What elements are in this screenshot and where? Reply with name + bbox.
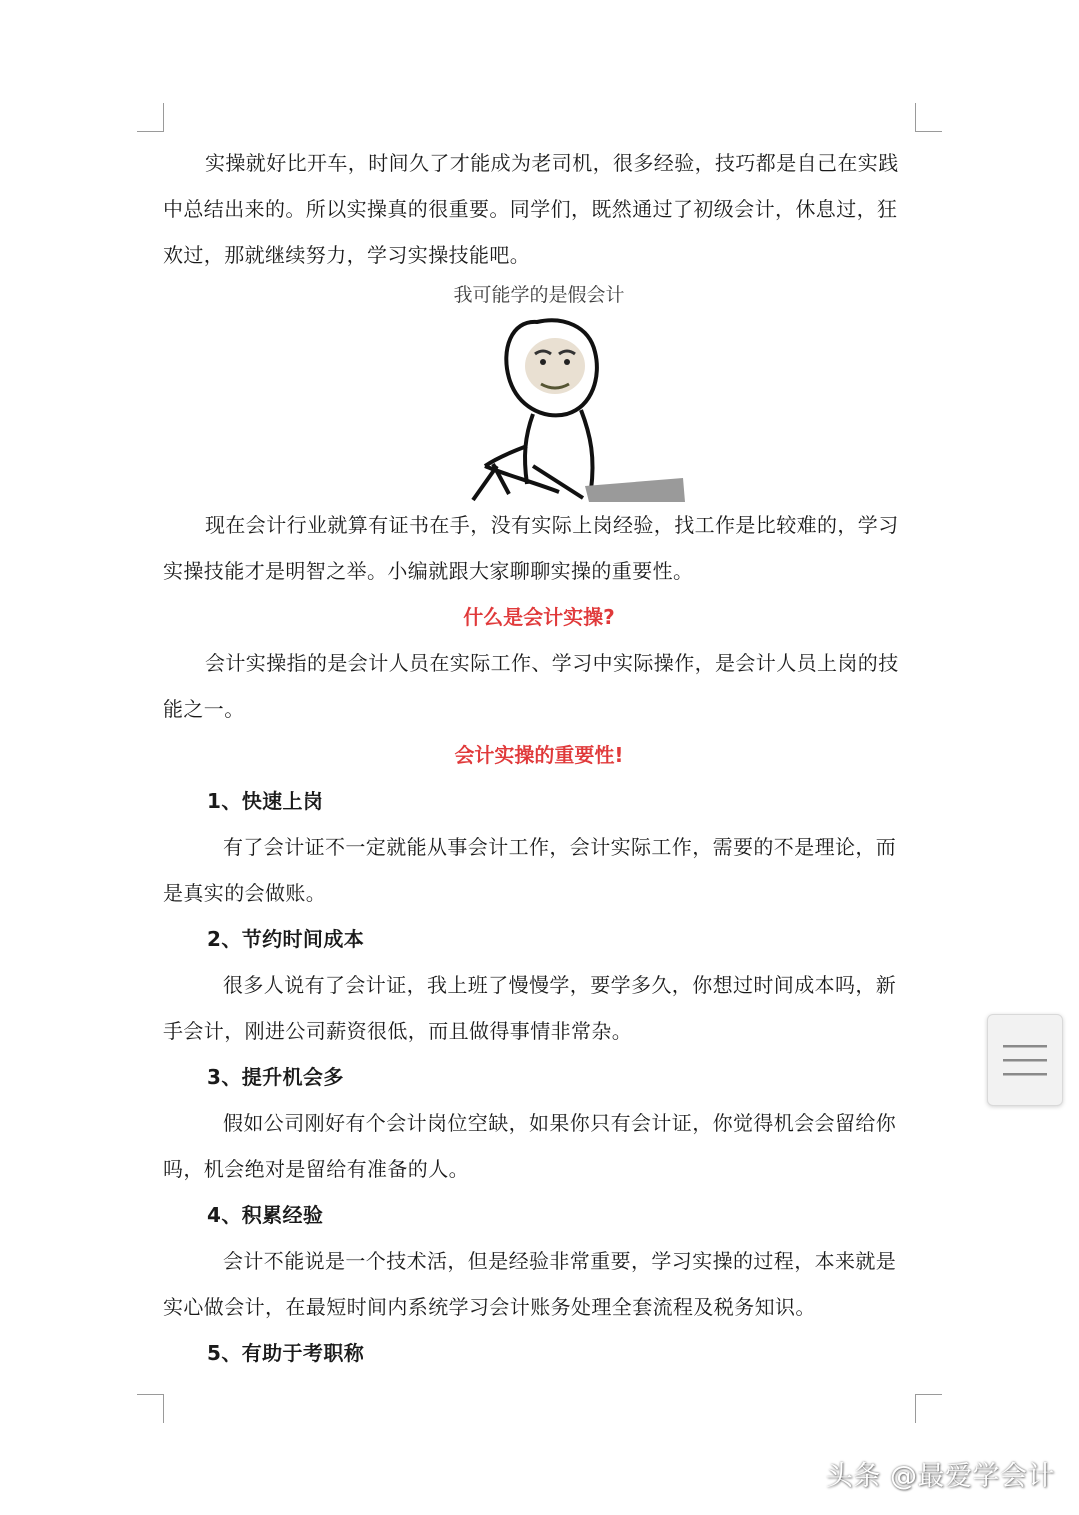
item-3-title: 3、提升机会多 <box>207 1065 344 1089</box>
page-corner-top-right <box>915 103 942 132</box>
heading-importance: 会计实操的重要性! <box>454 743 624 767</box>
meme-face-icon <box>463 306 693 502</box>
intro-paragraph: 实操就好比开车，时间久了才能成为老司机，很多经验，技巧都是自己在实践中总结出来的。所以实操真的很重要。同学们，既然通过了初级会计，休息过，狂欢过，那就继续努力，学习实操技能吧。 <box>163 151 899 267</box>
page-corner-bottom-left <box>137 1394 164 1423</box>
item-4-title: 4、积累经验 <box>207 1203 324 1227</box>
item-2-body: 很多人说有了会计证，我上班了慢慢学，要学多久，你想过时间成本吗，新手会计，刚进公司薪资很低，而且做得事情非常杂。 <box>163 973 897 1043</box>
paragraph-3: 会计实操指的是会计人员在实际工作、学习中实际操作，是会计人员上岗的技能之一。 <box>163 651 899 721</box>
page-corner-top-left <box>137 103 164 132</box>
item-1-title: 1、快速上岗 <box>207 789 324 813</box>
item-3-body: 假如公司刚好有个会计岗位空缺，如果你只有会计证，你觉得机会会留给你吗，机会绝对是留给有准备的人。 <box>163 1111 897 1181</box>
paragraph-2: 现在会计行业就算有证书在手，没有实际上岗经验，找工作是比较难的，学习实操技能才是明智之举。小编就跟大家聊聊实操的重要性。 <box>163 513 899 583</box>
hamburger-menu-icon <box>1003 1043 1047 1077</box>
item-1-body: 有了会计证不一定就能从事会计工作，会计实际工作，需要的不是理论，而是真实的会做账。 <box>163 835 897 905</box>
item-5-title: 5、有助于考职称 <box>207 1341 365 1365</box>
menu-button[interactable] <box>987 1014 1063 1106</box>
item-4-body: 会计不能说是一个技术活，但是经验非常重要，学习实操的过程，本来就是实心做会计，在最短时间内系统学习会计账务处理全套流程及税务知识。 <box>163 1249 897 1319</box>
watermark: 头条 @最爱学会计 <box>825 1461 1055 1492</box>
page-corner-bottom-right <box>915 1394 942 1423</box>
item-2-title: 2、节约时间成本 <box>207 927 365 951</box>
meme-image <box>163 278 915 502</box>
heading-what-is: 什么是会计实操? <box>463 605 615 629</box>
meme-caption: 我可能学的是假会计 <box>453 284 625 306</box>
document-page <box>163 140 915 1376</box>
